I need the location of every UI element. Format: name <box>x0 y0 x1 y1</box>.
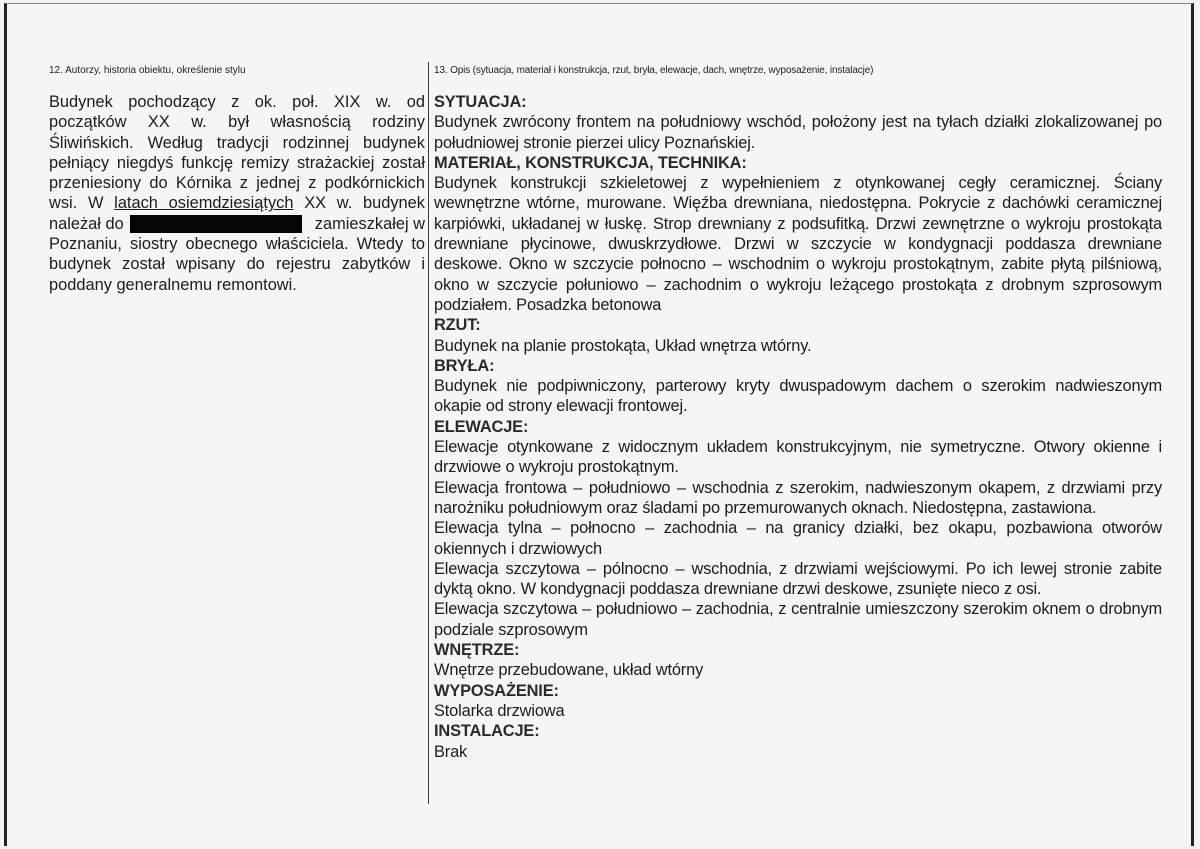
section-paragraph: Elewacja frontowa – południowo – wschodnia z szerokim, nadwieszonym okapem, z drzwiami przy narożniku południowym oraz śladami po przemurowanych oknach. Niedostępna, zastawiona. <box>434 478 1162 517</box>
section-instalacje <box>434 721 1162 762</box>
section-material <box>434 153 1162 315</box>
history-line: Śliwińskich. Według tradycji rodzinnej budynek <box>49 133 425 152</box>
section-paragraph: Brak <box>434 742 468 761</box>
underlined-text: latach osiemdziesiątych <box>114 194 294 213</box>
document-page <box>4 3 1194 846</box>
section-heading: RZUT: <box>434 316 481 335</box>
section-paragraph: Stolarka drzwiowa <box>434 701 565 720</box>
section-heading: BRYŁA: <box>434 356 495 375</box>
section-13-label: 13. Opis (sytuacja, materiał i konstrukcja, rzut, bryła, elewacje, dach, wnętrze, wyposażenie, instalacje) <box>434 65 874 76</box>
section-paragraph: Budynek konstrukcji szkieletowej z wypełnieniem z otynkowanej cegły ceramicznej. Ściany wewnętrzne wtórne, murowane. Więźba drewniana, niedostępna. Pokrycie z dachówki ceramicznej karpiówki, układanej w łuskę. Strop drewniany z podsufitką. Drzwi zewnętrzne o wykroju prostokąta drewniane płycinowe, dwuskrzydłowe. Drzwi w szczycie w kondygnacji poddasza drewniane deskowe. Okno w szczycie połnocno – wschodnim o wykroju prostokątnym, zabite płytą pilśniową, okno w szczycie połuniowo – zachodnim o wykroju leżącego prostokąta z drobnym szprosowym podziałem. Posadzka betonowa <box>434 174 1162 314</box>
section-wnetrze <box>434 640 1162 681</box>
text-fragment: należał do <box>49 214 124 233</box>
history-line: Budynek pochodzący z ok. poł. XIX w. od <box>49 93 425 111</box>
section-paragraph: Elewacja szczytowa – południowo – zachodnia, z centralnie umieszczony szerokim oknem o drobnym podziale szprosowym <box>434 600 1162 639</box>
section-paragraph: Elewacja tylna – połnocno – zachodnia – na granicy działki, bez okapu, pozbawiona otworów okiennych i drzwiowych <box>434 519 1162 558</box>
history-line <box>49 214 425 234</box>
section-paragraph: Budynek zwrócony frontem na południowy wschód, położony jest na tyłach działki zlokalizowanej po południowej stronie pierzei ulicy Poznańskiej. <box>434 113 1162 152</box>
history-line: budynek został wpisany do rejestru zabytków i <box>49 255 425 274</box>
section-heading: MATERIAŁ, KONSTRUKCJA, TECHNIKA: <box>434 153 747 172</box>
section-paragraph: Budynek na planie prostokąta, Układ wnętrza wtórny. <box>434 336 812 355</box>
history-line: Poznaniu, siostry obecnego właściciela. Wtedy to <box>49 235 425 254</box>
section-heading: WNĘTRZE: <box>434 641 520 660</box>
section-paragraph: Elewacja szczytowa – pólnocno – wschodnia, z drzwiami wejściowymi. Po ich lewej stronie zabite dyktą okno. W kondygnacji poddasza drewniane drzwi deskowe, zsunięte nieco z osi. <box>434 559 1162 599</box>
section-rzut <box>434 315 1162 356</box>
history-line: przeniesiony do Kórnika z jednej z podkórnickich <box>49 174 425 193</box>
redacted-name <box>130 215 302 233</box>
section-paragraph: Budynek nie podpiwniczony, parterowy kryty dwuspadowym dachem o szerokim nadwieszonym okapie od strony elewacji frontowej. <box>434 377 1162 416</box>
history-line: początków XX w. był własnością rodziny <box>49 113 425 132</box>
history-line <box>49 193 425 213</box>
text-fragment: zamieszkałej w <box>314 214 425 233</box>
section-bryla <box>434 356 1162 417</box>
history-line: poddany generalnemu remontowi. <box>49 275 297 294</box>
section-heading: WYPOSAŻENIE: <box>434 681 559 700</box>
section-wyposazenie <box>434 681 1162 722</box>
section-paragraph: Wnętrze przebudowane, układ wtórny <box>434 661 704 680</box>
section-sytuacja <box>434 92 1162 153</box>
section-paragraph: Elewacje otynkowane z widocznym układem konstrukcyjnym, nie symetryczne. Otwory okienne i drzwiowe o wykroju prostokątnym. <box>434 438 1162 477</box>
history-text <box>49 92 425 295</box>
section-12-label: 12. Autorzy, historia obiektu, określenie stylu <box>49 65 246 76</box>
section-heading: INSTALACJE: <box>434 722 540 741</box>
description-column <box>434 64 1162 762</box>
history-column <box>49 64 425 295</box>
column-divider <box>428 62 429 804</box>
section-heading: ELEWACJE: <box>434 417 529 436</box>
text-fragment: wsi. W <box>49 194 115 213</box>
section-heading: SYTUACJA: <box>434 93 527 111</box>
section-elewacje <box>434 417 1162 640</box>
text-fragment: XX w. budynek <box>293 194 425 213</box>
history-line: pełniący niegdyś funkcję remizy strażackiej został <box>49 153 425 172</box>
